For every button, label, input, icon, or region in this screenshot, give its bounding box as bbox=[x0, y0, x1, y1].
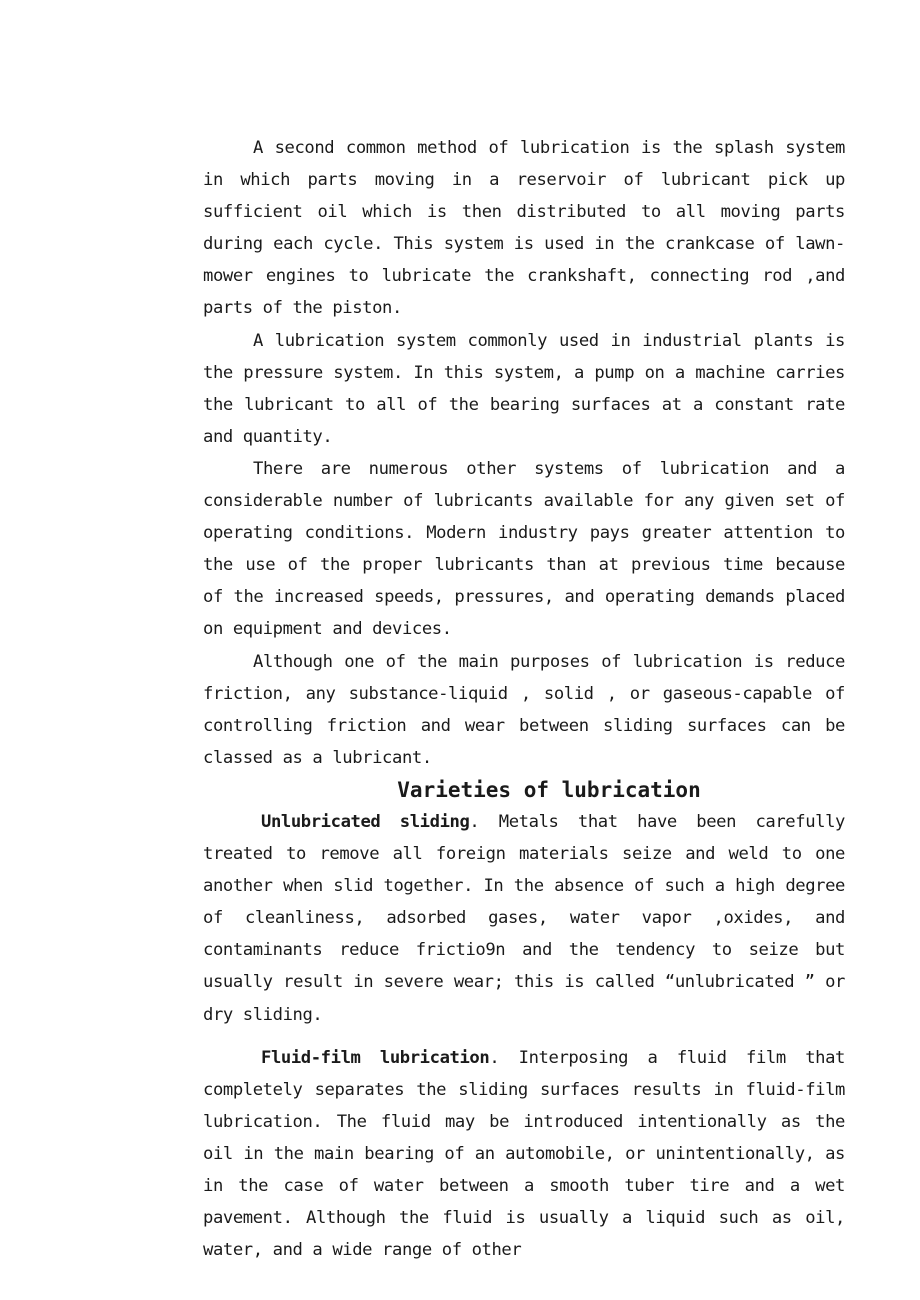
paragraph-pressure-system: A lubrication system commonly used in industrial plants is the pressure system. In this system, a pump on a machine carries the lubricant to all of the bearing surfaces at a constant rate and quantity. bbox=[203, 330, 845, 447]
paragraph-lubricant-definition: Although one of the main purposes of lubrication is reduce friction, any substance-liquid , solid , or gaseous-capable of controlling friction and wear between sliding surfaces can be classed as a lubricant. bbox=[203, 651, 845, 768]
paragraph-unlubricated-sliding bbox=[203, 806, 845, 1031]
paragraph-splash-system: A second common method of lubrication is the splash system in which parts moving in a reservoir of lubricant pick up sufficient oil which is then distributed to all moving parts during each cycle. This system is used in the crankcase of lawn-mower engines to lubricate the crankshaft, connecting rod ,and parts of the piston. bbox=[203, 138, 845, 319]
unlubricated-sliding-lead: Unlubricated sliding bbox=[261, 811, 470, 832]
paragraph-other-systems: There are numerous other systems of lubrication and a considerable number of lubricants available for any given set of operating conditions. Modern industry pays greater attention to the use of the proper lubricants than at previous time because of the increased speeds, pressures, and operating demands placed on equipment and devices. bbox=[203, 458, 845, 640]
fluid-film-lubrication-lead: Fluid-film lubrication bbox=[261, 1047, 490, 1068]
section-heading: Varieties of lubrication bbox=[397, 777, 701, 802]
paragraph-spacer bbox=[203, 1031, 845, 1042]
document-page bbox=[203, 132, 845, 1266]
unlubricated-sliding-body: . Metals that have been carefully treated to remove all foreign materials seize and weld to one another when slid together. In the absence of such a high degree of cleanliness, adsorbed gases, water vapor ,oxides, and contaminants reduce frictio9n and the tendency to seize but usually result in severe wear; this is called “unlubricated ” or dry sliding. bbox=[203, 811, 845, 1025]
fluid-film-lubrication-body: . Interposing a fluid film that completely separates the sliding surfaces results in fluid-film lubrication. The fluid may be introduced intentionally as the oil in the main bearing of an automobile, or unintentionally, as in the case of water between a smooth tuber tire and a wet pavement. Although the fluid is usually a liquid such as oil, water, and a wide range of other bbox=[203, 1047, 845, 1261]
paragraph-fluid-film-lubrication bbox=[203, 1042, 845, 1267]
